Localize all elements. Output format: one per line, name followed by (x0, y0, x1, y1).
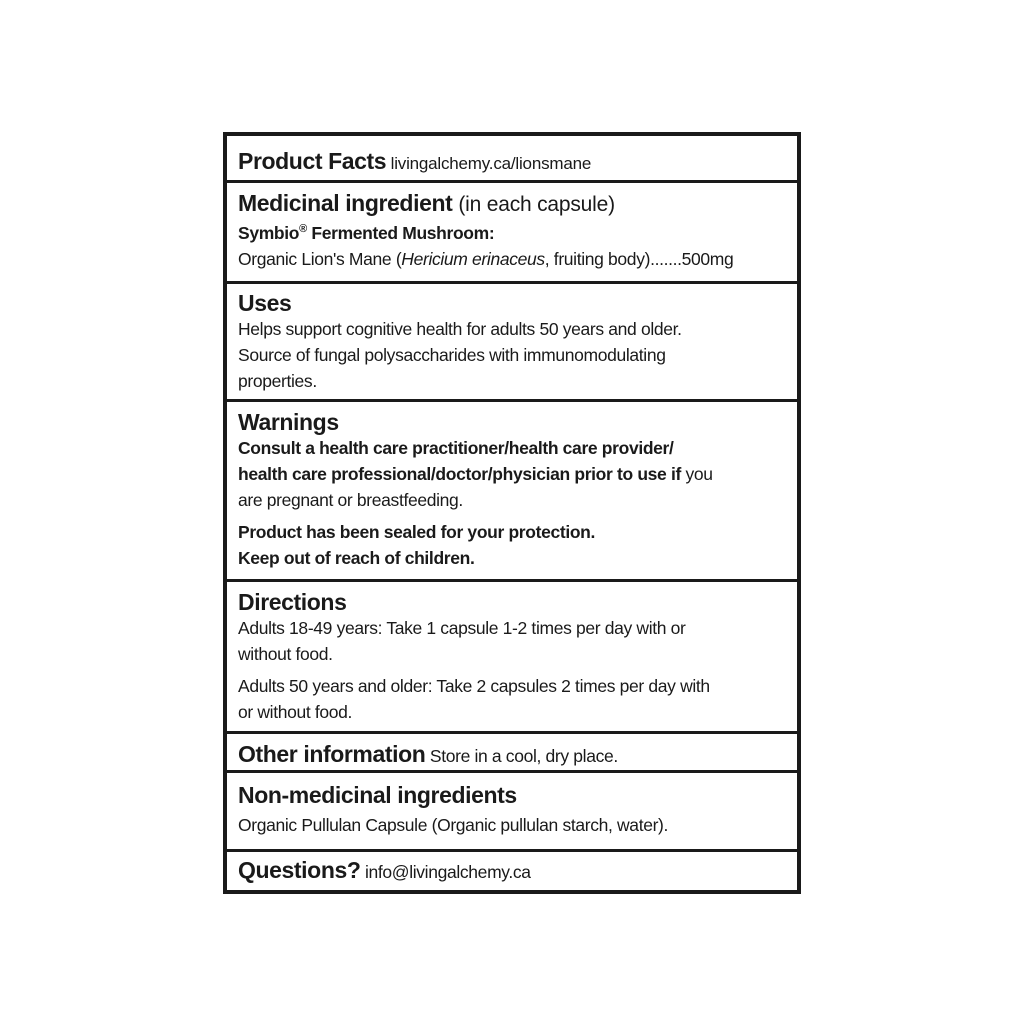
direction-line: Adults 50 years and older: Take 2 capsules 2 times per day with (238, 676, 710, 696)
warning-bold-text: health care professional/doctor/physician prior to use if (238, 464, 681, 484)
warning-line: Consult a health care practitioner/health care provider/ (238, 438, 674, 458)
registered-mark: ® (299, 223, 307, 236)
brand-line (238, 220, 797, 246)
divider (227, 849, 797, 852)
directions-heading: Directions (238, 589, 347, 615)
medicinal-subheading: (in each capsule) (458, 193, 615, 216)
product-facts-section (227, 148, 797, 174)
ingredient-name: Organic Lion's Mane ( (238, 249, 402, 269)
warnings-section (227, 409, 797, 571)
other-info-section (227, 741, 797, 769)
ingredient-amount: , fruiting body).......500mg (544, 249, 734, 269)
divider (227, 770, 797, 773)
divider (227, 399, 797, 402)
medicinal-section (227, 190, 797, 272)
divider (227, 579, 797, 582)
children-notice: Keep out of reach of children. (238, 548, 475, 568)
uses-line: properties. (238, 371, 317, 391)
ingredient-line (238, 246, 797, 272)
product-facts-heading: Product Facts (238, 148, 387, 174)
warning-text: you (680, 464, 713, 484)
uses-line: Source of fungal polysaccharides with immunomodulating (238, 345, 666, 365)
warnings-heading: Warnings (238, 409, 339, 435)
direction-line: without food. (238, 644, 333, 664)
warning-line: are pregnant or breastfeeding. (238, 490, 463, 510)
divider (227, 281, 797, 284)
brand-name: Symbio (238, 223, 300, 243)
brand-product: Fermented Mushroom: (306, 223, 495, 243)
product-facts-label (223, 132, 801, 894)
contact-email: info@livingalchemy.ca (364, 862, 531, 882)
divider (227, 180, 797, 183)
latin-name: Hericium erinaceus (401, 249, 545, 269)
sealed-notice: Product has been sealed for your protection. (238, 522, 596, 542)
other-info-text: Store in a cool, dry place. (429, 746, 618, 766)
non-medicinal-section (227, 782, 797, 838)
direction-line: Adults 18-49 years: Take 1 capsule 1-2 times per day with or (238, 618, 686, 638)
other-info-heading: Other information (238, 741, 426, 767)
product-url: livingalchemy.ca/lionsmane (390, 154, 592, 173)
directions-section (227, 589, 797, 725)
non-medicinal-heading: Non-medicinal ingredients (238, 782, 517, 808)
medicinal-heading: Medicinal ingredient (238, 190, 453, 216)
questions-section (227, 857, 797, 885)
questions-heading: Questions? (238, 857, 361, 883)
uses-heading: Uses (238, 290, 292, 316)
non-medicinal-text: Organic Pullulan Capsule (Organic pullulan starch, water). (238, 815, 669, 835)
uses-line: Helps support cognitive health for adults 50 years and older. (238, 319, 682, 339)
uses-section (227, 290, 797, 394)
direction-line: or without food. (238, 702, 353, 722)
warning-line (238, 461, 797, 487)
divider (227, 731, 797, 734)
